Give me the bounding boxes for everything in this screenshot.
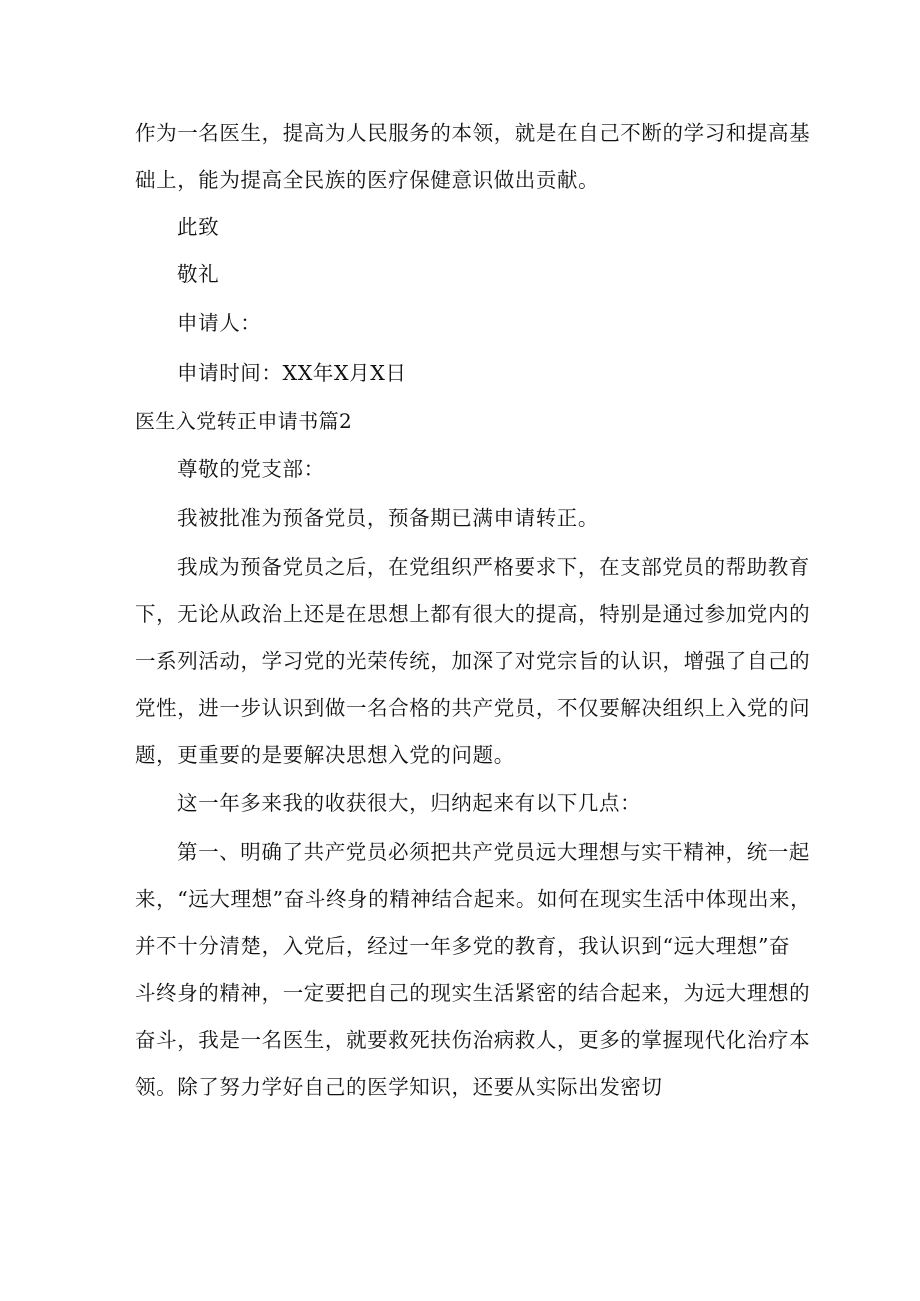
paragraph-line: 来，“远大理想”奋斗终身的精神结合起来。如何在现实生活中体现出来， — [135, 887, 812, 911]
application-date — [135, 350, 800, 397]
applicant-line: 申请人： — [177, 311, 262, 335]
applicant-label — [135, 300, 800, 347]
paragraph-line: 党性，进一步认识到做一名合格的共产党员，不仅要解决组织上入党的问 — [135, 696, 811, 720]
salutation-text: 尊敬的党支部： — [177, 457, 325, 481]
paragraph-line: 这一年多来我的收获很大，归纳起来有以下几点： — [177, 791, 642, 815]
section-title-text: 医生入党转正申请书篇2 — [135, 409, 353, 433]
closing-ci-zhi — [135, 204, 800, 251]
paragraph-line: 作为一名医生，提高为人民服务的本领，就是在自己不断的学习和提高基 — [135, 121, 811, 145]
paragraph-line: 题，更重要的是要解决思想入党的问题。 — [135, 743, 515, 767]
paragraph-first-point — [135, 829, 812, 1111]
paragraph-approved — [135, 495, 800, 542]
section-title — [135, 398, 800, 445]
closing-line: 此致 — [177, 215, 220, 239]
paragraph-line: 我成为预备党员之后，在党组织严格要求下，在支部党员的帮助教育 — [177, 555, 810, 579]
paragraph-line: 第一、明确了共产党员必须把共产党员远大理想与实干精神，统一起 — [177, 840, 810, 864]
paragraph-line: 我被批准为预备党员，预备期已满申请转正。 — [177, 506, 599, 530]
salutation — [135, 446, 800, 493]
paragraph-gains — [135, 780, 800, 827]
paragraph-contribution — [135, 110, 811, 204]
paragraph-line: 并不十分清楚，入党后，经过一年多党的教育，我认识到“远大理想”奋 — [135, 934, 791, 958]
closing-jing-li — [135, 251, 800, 298]
paragraph-line: 一系列活动，学习党的光荣传统，加深了对党宗旨的认识，增强了自己的 — [135, 649, 811, 673]
paragraph-line: 下，无论从政治上还是在思想上都有很大的提高，特别是通过参加党内的 — [135, 602, 811, 626]
date-line: 申请时间：XX年X月X日 — [177, 361, 407, 385]
closing-line: 敬礼 — [177, 262, 220, 286]
paragraph-progress — [135, 544, 811, 779]
paragraph-line: 奋斗，我是一名医生，就要救死扶伤治病救人，更多的掌握现代化治疗本 — [135, 1028, 811, 1052]
paragraph-line: 斗终身的精神，一定要把自己的现实生活紧密的结合起来，为远大理想的 — [135, 981, 811, 1005]
paragraph-line: 础上，能为提高全民族的医疗保健意识做出贡献。 — [135, 168, 600, 192]
paragraph-line: 领。除了努力学好自己的医学知识，还要从实际出发密切 — [135, 1075, 663, 1099]
